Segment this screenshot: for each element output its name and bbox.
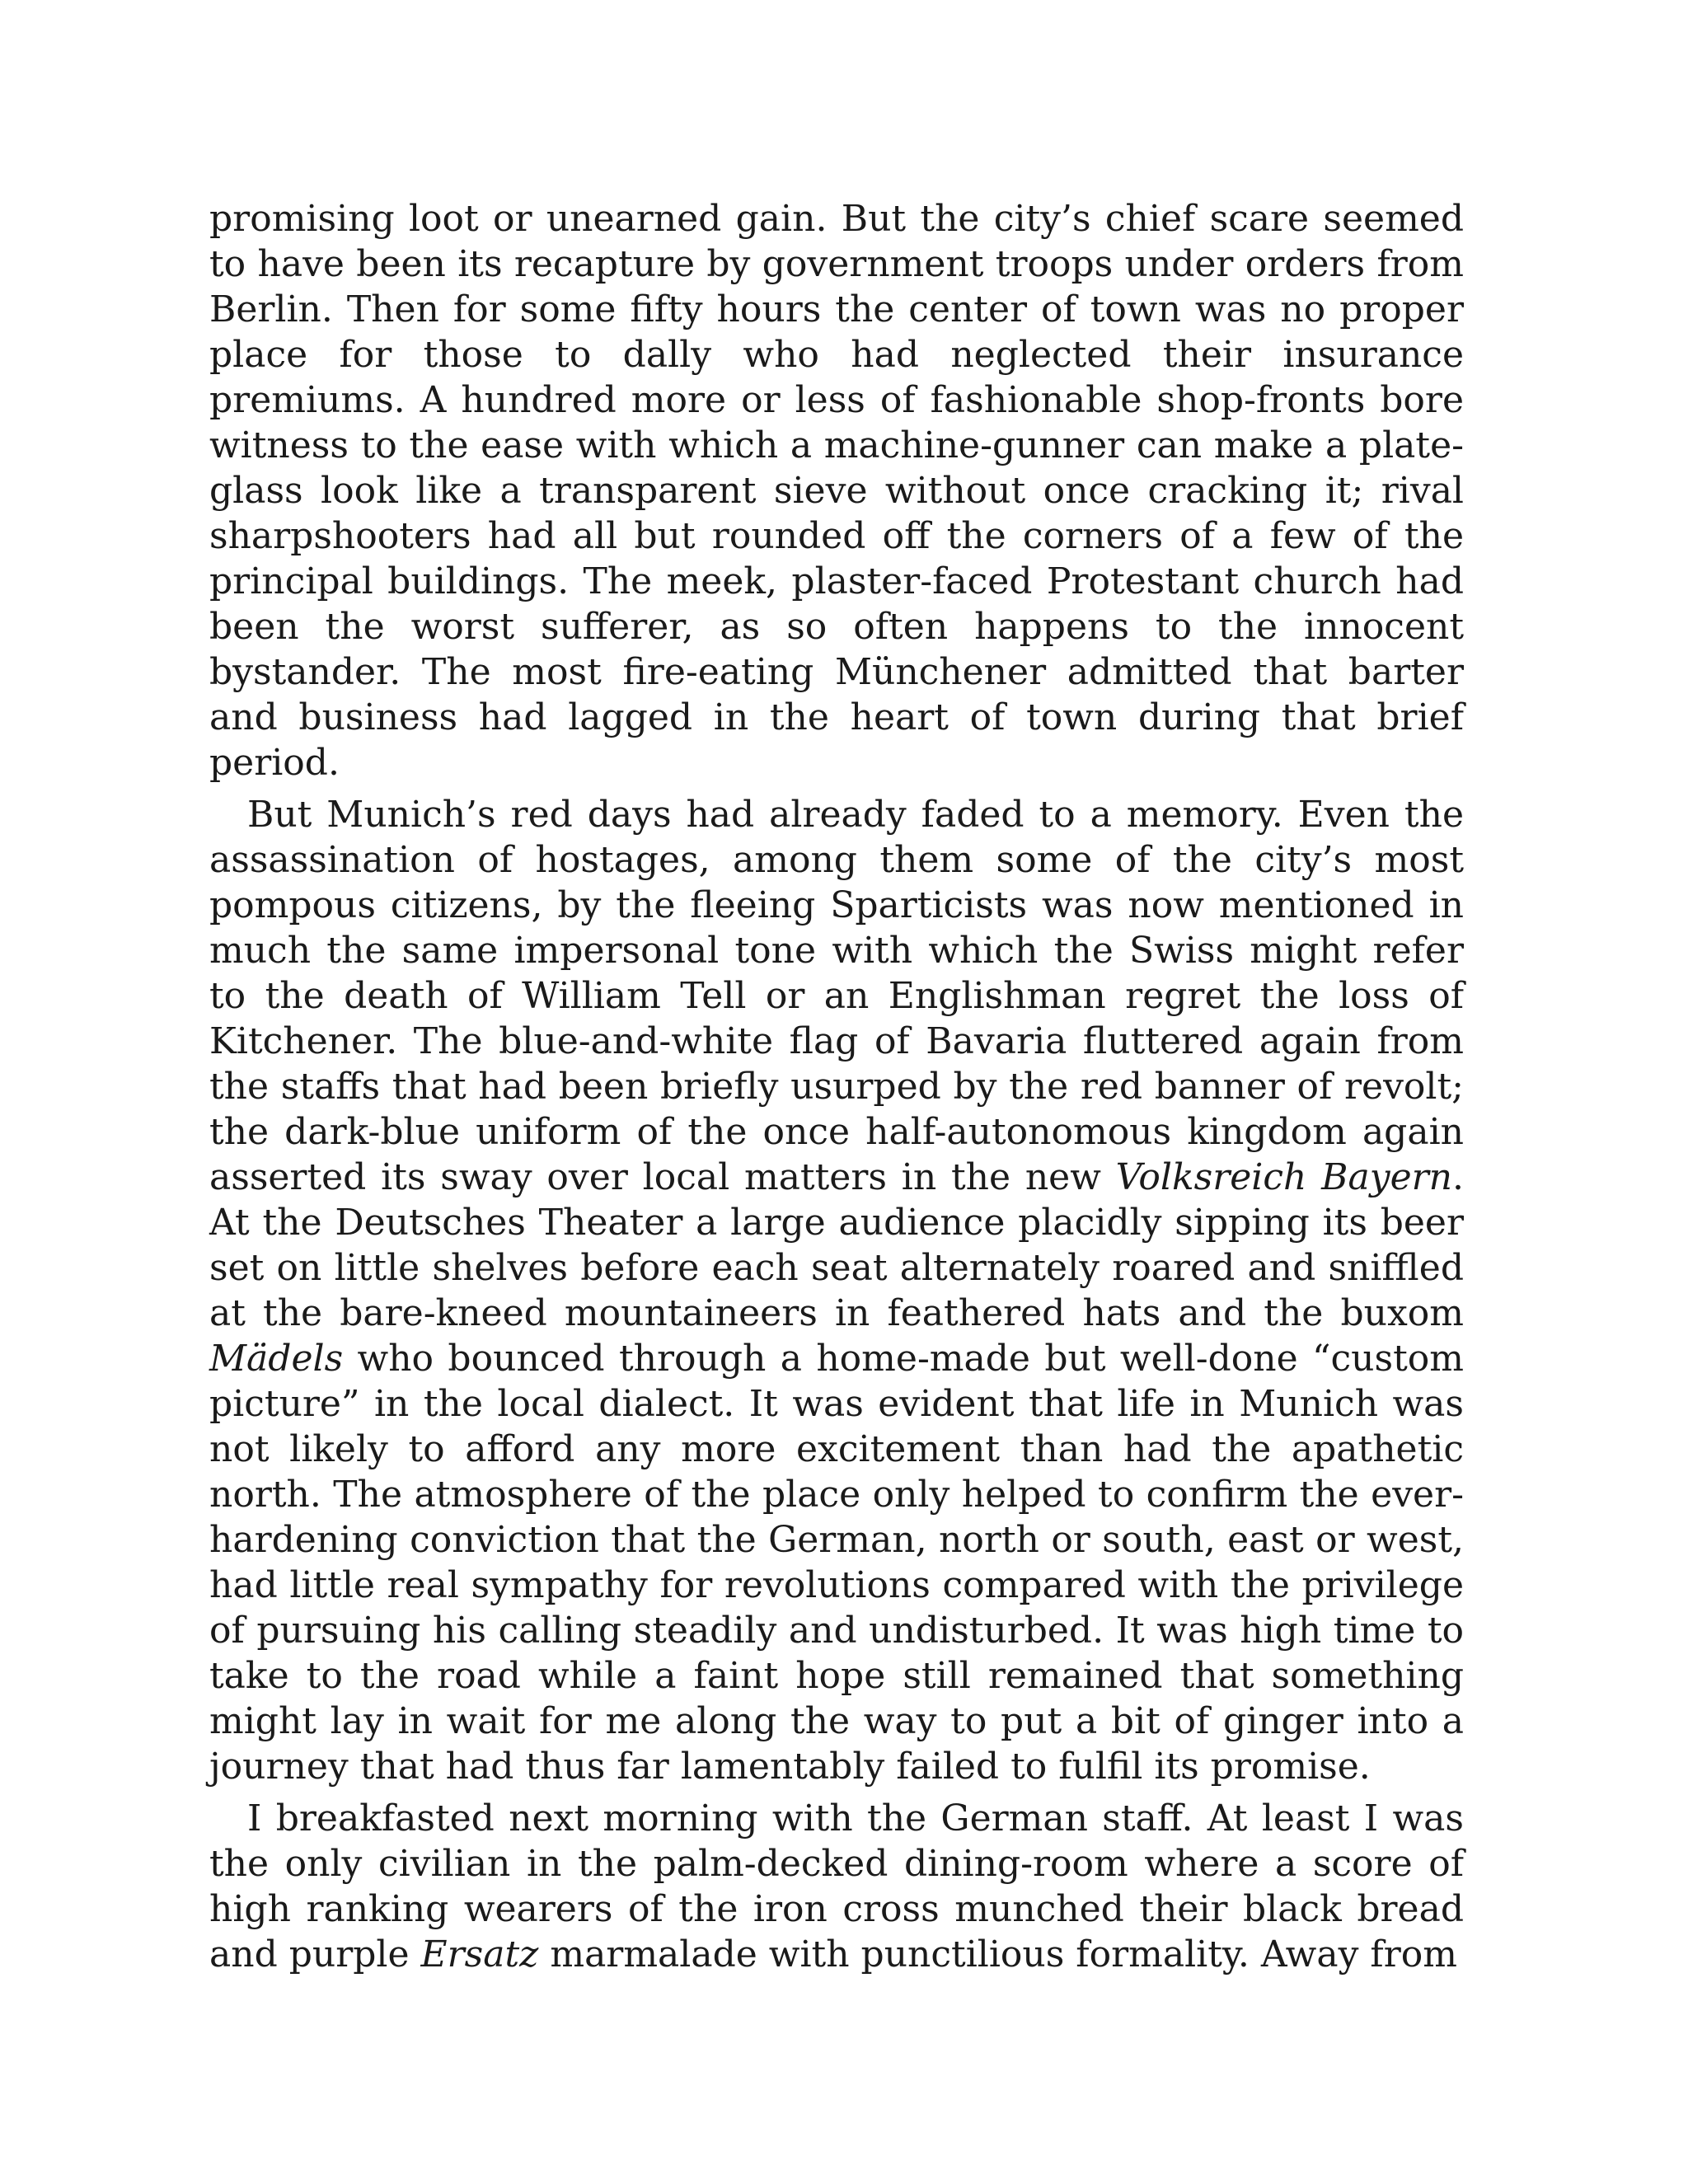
paragraph-2-text-a: But Munich’s red days had already faded to a memory. Even the assassination of hostages, among them some of the city’s most pompous citizens, by the fleeing Sparticists was now mentioned in much the same impersonal tone with which the Swiss might refer to the death of William Tell or an Englishman regret the loss of Kitchener. The blue-and-white flag of Bavaria fluttered again from the staffs that had been briefly usurped by the red banner of revolt; the dark-blue uniform of the once half-autonomous kingdom again asserted its sway over local matters in the new [209, 794, 1464, 1198]
page-body [209, 196, 1464, 1984]
paragraph-2 [209, 792, 1464, 1789]
paragraph-3-text-b: marmalade with punctilious formality. Away from [538, 1933, 1457, 1975]
paragraph-1 [209, 196, 1464, 785]
paragraph-2-italic-madels: Mädels [209, 1338, 344, 1380]
paragraph-3 [209, 1796, 1464, 1977]
paragraph-2-text-b: . At the Deutsches Theater a large audience placidly sipping its beer set on little shelves before each seat alternately roared and sniffled at the bare-kneed mountaineers in feathered hats and the buxom [209, 1156, 1464, 1334]
paragraph-1-text: promising loot or unearned gain. But the city’s chief scare seemed to have been its recapture by government troops under orders from Berlin. Then for some fifty hours the center of town was no proper place for those to dally who had neglected their insurance premiums. A hundred more or less of fashionable shop-fronts bore witness to the ease with which a machine-gunner can make a plate-glass look like a transparent sieve without once cracking it; rival sharpshooters had all but rounded off the corners of a few of the principal buildings. The meek, plaster-faced Protestant church had been the worst sufferer, as so often happens to the innocent bystander. The most fire-eating Münchener admitted that barter and business had lagged in the heart of town during that brief period. [209, 198, 1464, 784]
paragraph-2-italic-volksreich: Volksreich Bayern [1115, 1156, 1452, 1198]
paragraph-2-text-c: who bounced through a home-made but well-done “custom picture” in the local dialect. It was evident that life in Munich was not likely to afford any more excitement than had the apathetic north. The atmosphere of the place only helped to confirm the ever-hardening conviction that the German, north or south, east or west, had little real sympathy for revolutions compared with the privilege of pursuing his calling steadily and undisturbed. It was high time to take to the road while a faint hope still remained that something might lay in wait for me along the way to put a bit of ginger into a journey that had thus far lamentably failed to fulfil its promise. [209, 1338, 1464, 1788]
paragraph-3-text-a: I breakfasted next morning with the German staff. At least I was the only civilian in the palm-decked dining-room where a score of high ranking wearers of the iron cross munched their black bread and purple [209, 1797, 1464, 1975]
paragraph-3-italic-ersatz: Ersatz [420, 1933, 539, 1975]
